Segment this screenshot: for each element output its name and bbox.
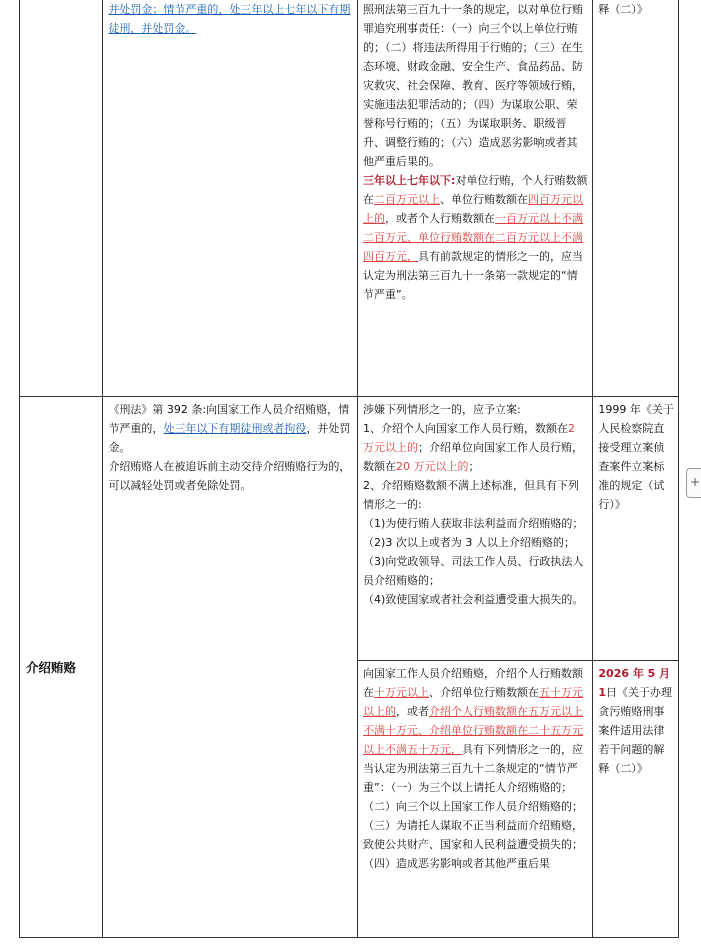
standard-line: 2、介绍贿赂数额不满上述标准，但具有下列情形之一的: bbox=[363, 479, 580, 511]
source-date: 2026 年 5 月 1 bbox=[598, 667, 671, 699]
side-expand-tab[interactable] bbox=[686, 468, 701, 498]
amount-highlight: 十万元以上 bbox=[374, 686, 430, 699]
statute-cell bbox=[103, 397, 358, 938]
standard-line: ； bbox=[468, 460, 480, 473]
law-comparison-table bbox=[19, 0, 679, 938]
standard-line: （3)向党政领导、司法工作人员、行政执法人员介绍贿赂的； bbox=[363, 555, 584, 587]
statute-text: 介绍贿赂人在被追诉前主动交待介绍贿赂行为的，可以减轻处罚或者免除处罚。 bbox=[108, 460, 351, 492]
standard-line: 涉嫌下列情形之一的，应予立案: bbox=[363, 403, 521, 416]
statute-text: ，并处罚金。 bbox=[108, 422, 351, 454]
statute-text: 《刑法》第 392 条:向国家工作人员介绍贿赂，情节严重的， bbox=[108, 403, 350, 435]
amount-highlight: 介绍个人行贿数额在五万元以上不满十万元、介绍单位行贿数额在二十五万元以上不满五十万元， bbox=[363, 705, 584, 756]
amount-highlight: 一百万元以上不满二百万元、单位行贿数额在二百万元以上不满四百万元， bbox=[363, 212, 584, 263]
standard-text: 、介绍单位行贿数额在 bbox=[429, 686, 540, 699]
amount-highlight: 2 万元以上的 bbox=[363, 422, 576, 454]
amount-highlight: 四百万元以上的 bbox=[363, 193, 584, 225]
amount-highlight: 20 万元以上的 bbox=[396, 460, 469, 473]
standard-text: 对单位行贿，个人行贿数额在 bbox=[363, 174, 588, 206]
statute-cell bbox=[103, 0, 358, 397]
crime-cell-empty bbox=[20, 0, 103, 397]
standard-cell bbox=[358, 661, 593, 938]
amount-highlight: 二百万元以上 bbox=[374, 193, 441, 206]
source-text: 1999 年《关于人民检察院直接受理立案侦查案件立案标准的规定（试行）》 bbox=[598, 403, 674, 511]
source-cell bbox=[593, 397, 679, 661]
standard-text: 、单位行贿数额在 bbox=[440, 193, 529, 206]
standard-heading: 三年以上七年以下: bbox=[363, 174, 456, 187]
standard-text: 具有下列情形之一的，应当认定为刑法第三百九十二条规定的“情节严重”：（一）为三个以上请托人介绍贿赂的；（二）向三个以上国家工作人员介绍贿赂的；（三）为请托人谋取不正当利益而介绍贿赂，致使公共财产、国家和人民利益遭受损失的；（四）造成恶劣影响或者其他严重后果 bbox=[363, 743, 584, 870]
amount-highlight: 五十万元以上的 bbox=[363, 686, 584, 718]
standard-cell bbox=[358, 0, 593, 397]
crime-name-cell bbox=[20, 397, 103, 938]
source-cell bbox=[593, 0, 679, 397]
standard-line: （2)3 次以上或者为 3 人以上介绍贿赂的； bbox=[363, 536, 575, 549]
standard-text: 向国家工作人员介绍贿赂，介绍个人行贿数额在 bbox=[363, 667, 584, 699]
statute-link[interactable]: 并处罚金；情节严重的，处三年以上七年以下有期徒刑，并处罚金。 bbox=[108, 3, 351, 35]
plus-icon: + bbox=[690, 475, 701, 489]
source-cell bbox=[593, 661, 679, 938]
standard-text: 具有前款规定的情形之一的，应当认定为刑法第三百九十一条第一款规定的“情节严重”。 bbox=[363, 250, 584, 301]
standard-text: ，或者个人行贿数额在 bbox=[385, 212, 496, 225]
standard-line: （1)为使行贿人获取非法利益而介绍贿赂的； bbox=[363, 517, 584, 530]
standard-line: （4)致使国家或者社会利益遭受重大损失的。 bbox=[363, 593, 584, 606]
standard-line: ；介绍单位向国家工作人员行贿，数额在 bbox=[363, 441, 584, 473]
table-row bbox=[20, 397, 679, 661]
source-text: 日《关于办理贪污贿赂刑事案件适用法律若干问题的解释（二）》 bbox=[598, 686, 673, 775]
standard-line: 1、介绍个人向国家工作人员行贿，数额在 bbox=[363, 422, 569, 435]
statute-link[interactable]: 处三年以下有期徒刑或者拘役 bbox=[163, 422, 307, 435]
standard-cell bbox=[358, 397, 593, 661]
standard-text: ，或者 bbox=[396, 705, 430, 718]
crime-name: 介绍贿赂 bbox=[26, 660, 77, 675]
standard-text: 照刑法第三百九十一条的规定，以对单位行贿罪追究刑事责任：（一）向三个以上单位行贿的；（二）将违法所得用于行贿的；（三）在生态环境、财政金融、安全生产、食品药品、防灾救灾、社会保障、教育、医疗等领域行贿，实施违法犯罪活动的；（四）为谋取公职、荣誉称号行贿的；（五）为谋取职务、职级晋升、调整行贿的；（六）造成恶劣影响或者其他严重后果的。 bbox=[363, 3, 584, 168]
table-row bbox=[20, 0, 679, 397]
source-text: 释（二）》 bbox=[598, 3, 648, 16]
